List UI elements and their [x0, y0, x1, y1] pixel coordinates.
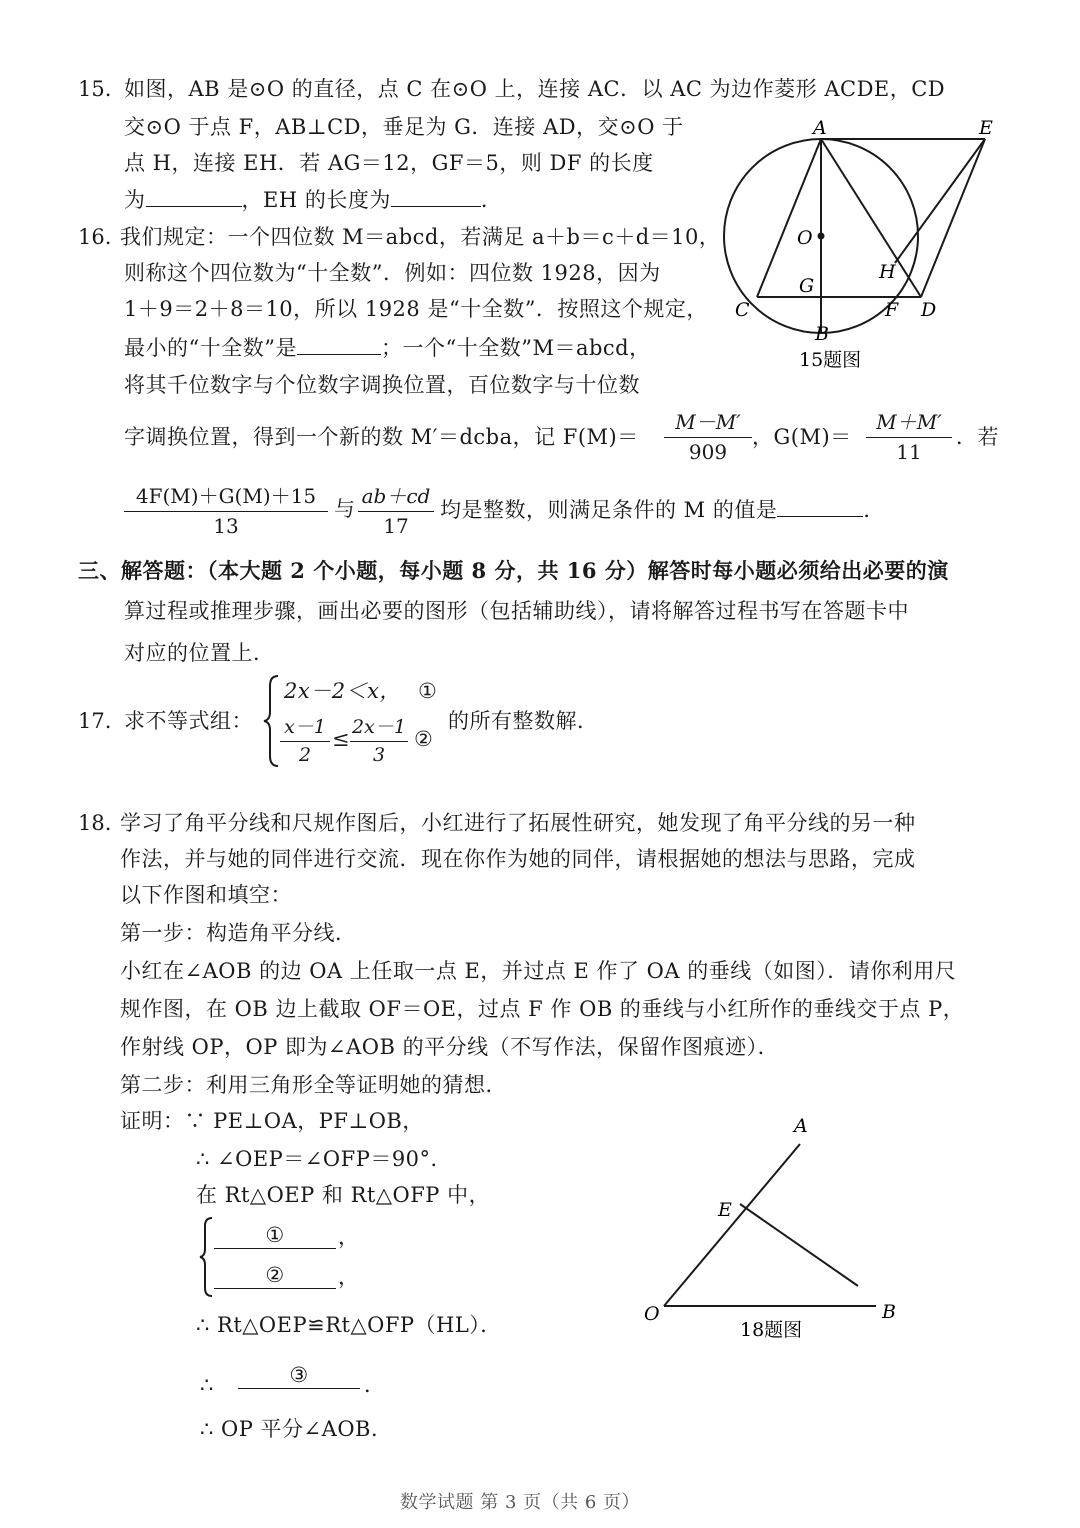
q18-blank-2[interactable]	[214, 1262, 336, 1289]
q18-text-line4: 小红在∠AOB 的边 OA 上任取一点 E，并过点 E 作了 OA 的垂线（如图）．请你利用尺	[120, 959, 957, 983]
q16-fraction-g-numerator: M＋M′	[866, 406, 952, 438]
q18-proof-line3: 在 Rt△OEP 和 Rt△OFP 中，	[196, 1183, 491, 1207]
q16-text-line3: 1＋9＝2＋8＝10，所以 1928 是“十全数”．按照这个规定，	[124, 297, 708, 321]
q18-step1: 第一步：构造角平分线．	[120, 921, 357, 945]
q16-fraction-g-denominator: 11	[896, 440, 922, 464]
q18-step2: 第二步：利用三角形全等证明她的猜想．	[120, 1073, 507, 1097]
q15-line4-middle: ，EH 的长度为	[241, 188, 391, 212]
q16-text-line5: 将其千位数字与个位数字调换位置，百位数字与十位数	[124, 373, 640, 397]
q18-proof-line6: ∴ OP 平分∠AOB．	[200, 1417, 393, 1441]
q16-fraction-ab-cd	[358, 480, 434, 538]
section3-line2: 算过程或推理步骤，画出必要的图形（包括辅助线），请将解答过程书写在答题卡中	[124, 599, 909, 623]
q16-text-line6b: ，G(M)＝	[752, 425, 852, 449]
q18-blank-2-comma: ，	[338, 1265, 360, 1289]
q17-fraction-left	[280, 712, 330, 766]
q18-proof-line5: ∴	[200, 1373, 214, 1397]
q15-label-h: H	[879, 261, 896, 283]
q15-label-d: D	[921, 299, 937, 321]
q17-fraction-right-numerator: 2x－1	[350, 712, 408, 742]
q16-fraction-f	[664, 406, 752, 464]
q18-proof-line1: 证明：∵ PE⊥OA，PF⊥OB，	[120, 1109, 424, 1133]
q15-text-line4	[124, 186, 502, 213]
q16-fraction-sum-denominator: 13	[213, 514, 239, 538]
q18-text-line1: 学习了角平分线和尺规作图后，小红进行了拓展性研究，她发现了角平分线的另一种	[120, 811, 916, 835]
q17-fraction-right-denominator: 3	[372, 744, 386, 766]
q15-label-g: G	[799, 275, 815, 297]
q15-segment-eh	[895, 139, 985, 263]
page-footer: 数学试题 第 3 页（共 6 页）	[400, 1492, 641, 1513]
q17-fraction-left-denominator: 2	[298, 744, 312, 766]
q16-text-line6a: 字调换位置，得到一个新的数 M′＝dcba，记 F(M)＝	[124, 425, 639, 449]
q18-text-line2: 作法，并与她的同伴进行交流．现在你作为她的同伴，请根据她的想法与思路，完成	[120, 847, 916, 871]
q18-label-o: O	[644, 1303, 660, 1325]
q18-proof-line2: ∴ ∠OEP＝∠OFP＝90°．	[196, 1147, 453, 1171]
q16-line4-prefix: 最小的“十全数”是	[124, 336, 297, 360]
q16-line7-end: ．	[863, 498, 885, 522]
q15-label-o: O	[797, 227, 813, 249]
q18-blank-1[interactable]	[214, 1222, 336, 1249]
q15-answer-blank-eh[interactable]	[391, 186, 481, 207]
q15-text-line2: 交⊙O 于点 F，AB⊥CD，垂足为 G．连接 AD，交⊙O 于	[124, 115, 684, 139]
q16-answer-blank-smallest[interactable]	[297, 334, 381, 355]
q18-text-line6: 作射线 OP，OP 即为∠AOB 的平分线（不写作法，保留作图痕迹）．	[120, 1035, 780, 1059]
q15-label-e: E	[979, 120, 993, 139]
q16-text-line4	[124, 334, 651, 361]
q15-segment-ac	[757, 139, 821, 297]
q18-number: 18.	[78, 811, 112, 835]
q17-fraction-right	[350, 712, 408, 766]
q15-answer-blank-df[interactable]	[146, 186, 242, 207]
q15-center-dot	[818, 233, 825, 240]
q15-label-b: B	[815, 323, 829, 345]
q17-inequality-1: 2x－2＜x，	[284, 679, 401, 703]
q16-fraction-sum	[124, 480, 328, 538]
q17-mark-2: ②	[414, 727, 434, 751]
q18-proof-line5-end: ．	[364, 1373, 386, 1397]
q18-blank-1-label: ①	[265, 1223, 285, 1247]
q16-fraction-sum-numerator: 4F(M)＋G(M)＋15	[124, 480, 328, 512]
section3-heading: 三、解答题：（本大题 2 个小题，每小题 8 分，共 16 分）解答时每小题必须给出必要的演	[78, 558, 949, 583]
q15-text-line1: 如图，AB 是⊙O 的直径，点 C 在⊙O 上，连接 AC．以 AC 为边作菱形 ACDE，CD	[124, 77, 946, 101]
q15-number: 15.	[78, 77, 112, 101]
q15-segment-ad	[821, 139, 921, 297]
q18-label-e: E	[718, 1199, 732, 1221]
q16-line4-suffix: ；一个“十全数”M＝abcd，	[380, 336, 651, 360]
q17-relation: ≤	[332, 727, 351, 751]
q16-fraction-f-denominator: 909	[688, 440, 728, 464]
q18-label-b: B	[882, 1301, 896, 1323]
q15-label-a: A	[813, 120, 827, 139]
q18-blank-2-label: ②	[265, 1263, 285, 1287]
q15-segment-ed	[921, 139, 985, 297]
q18-proof-line4: ∴ Rt△OEP≌Rt△OFP（HL）．	[196, 1313, 502, 1337]
q18-perpendicular-e	[740, 1204, 858, 1286]
q15-text-line3: 点 H，连接 EH．若 AG＝12，GF＝5，则 DF 的长度	[124, 151, 654, 175]
q16-answer-blank-m[interactable]	[777, 496, 863, 517]
q18-blank-1-comma: ，	[338, 1225, 360, 1249]
q16-number: 16.	[78, 225, 112, 249]
q18-label-a: A	[794, 1115, 808, 1137]
q17-fraction-left-numerator: x－1	[280, 712, 330, 742]
q18-text-line3: 以下作图和填空：	[120, 883, 292, 907]
q17-mark-1: ①	[418, 679, 438, 703]
section3-line3: 对应的位置上．	[124, 641, 275, 665]
q15-label-c: C	[735, 299, 750, 321]
q16-text-line7a: 与	[334, 497, 356, 521]
q16-text-line2: 则称这个四位数为“十全数”．例如：四位数 1928，因为	[124, 261, 661, 285]
q16-fraction-ab-cd-denominator: 17	[383, 514, 409, 538]
q18-figure-caption: 18题图	[740, 1319, 803, 1341]
q18-blank-3[interactable]	[238, 1362, 360, 1389]
q15-figure	[715, 120, 1035, 380]
q16-text-line1: 我们规定：一个四位数 M＝abcd，若满足 a＋b＝c＋d＝10，	[120, 225, 721, 249]
q17-brace	[262, 674, 282, 768]
q18-text-line5: 规作图，在 OB 边上截取 OF＝OE，过点 F 作 OB 的垂线与小红所作的垂线交于点 P，	[120, 997, 965, 1021]
q16-text-line6c: ．若	[956, 425, 999, 449]
q17-suffix: 的所有整数解．	[448, 709, 599, 733]
q16-text-line7	[440, 496, 885, 523]
q16-fraction-g	[866, 406, 952, 464]
q18-blank-3-label: ③	[289, 1363, 309, 1387]
q18-figure	[630, 1110, 910, 1350]
q15-label-f: F	[885, 299, 899, 321]
q16-fraction-f-numerator: M－M′	[664, 406, 752, 438]
q17-number: 17.	[78, 709, 112, 733]
q18-ray-oa	[664, 1144, 800, 1306]
q15-figure-caption: 15题图	[799, 349, 862, 371]
q16-line7-text: 均是整数，则满足条件的 M 的值是	[440, 498, 778, 522]
q15-line4-end: ．	[480, 188, 503, 212]
q17-prefix: 求不等式组：	[124, 709, 253, 733]
q16-fraction-ab-cd-numerator: ab＋cd	[358, 480, 434, 512]
q15-line4-prefix: 为	[124, 188, 146, 212]
